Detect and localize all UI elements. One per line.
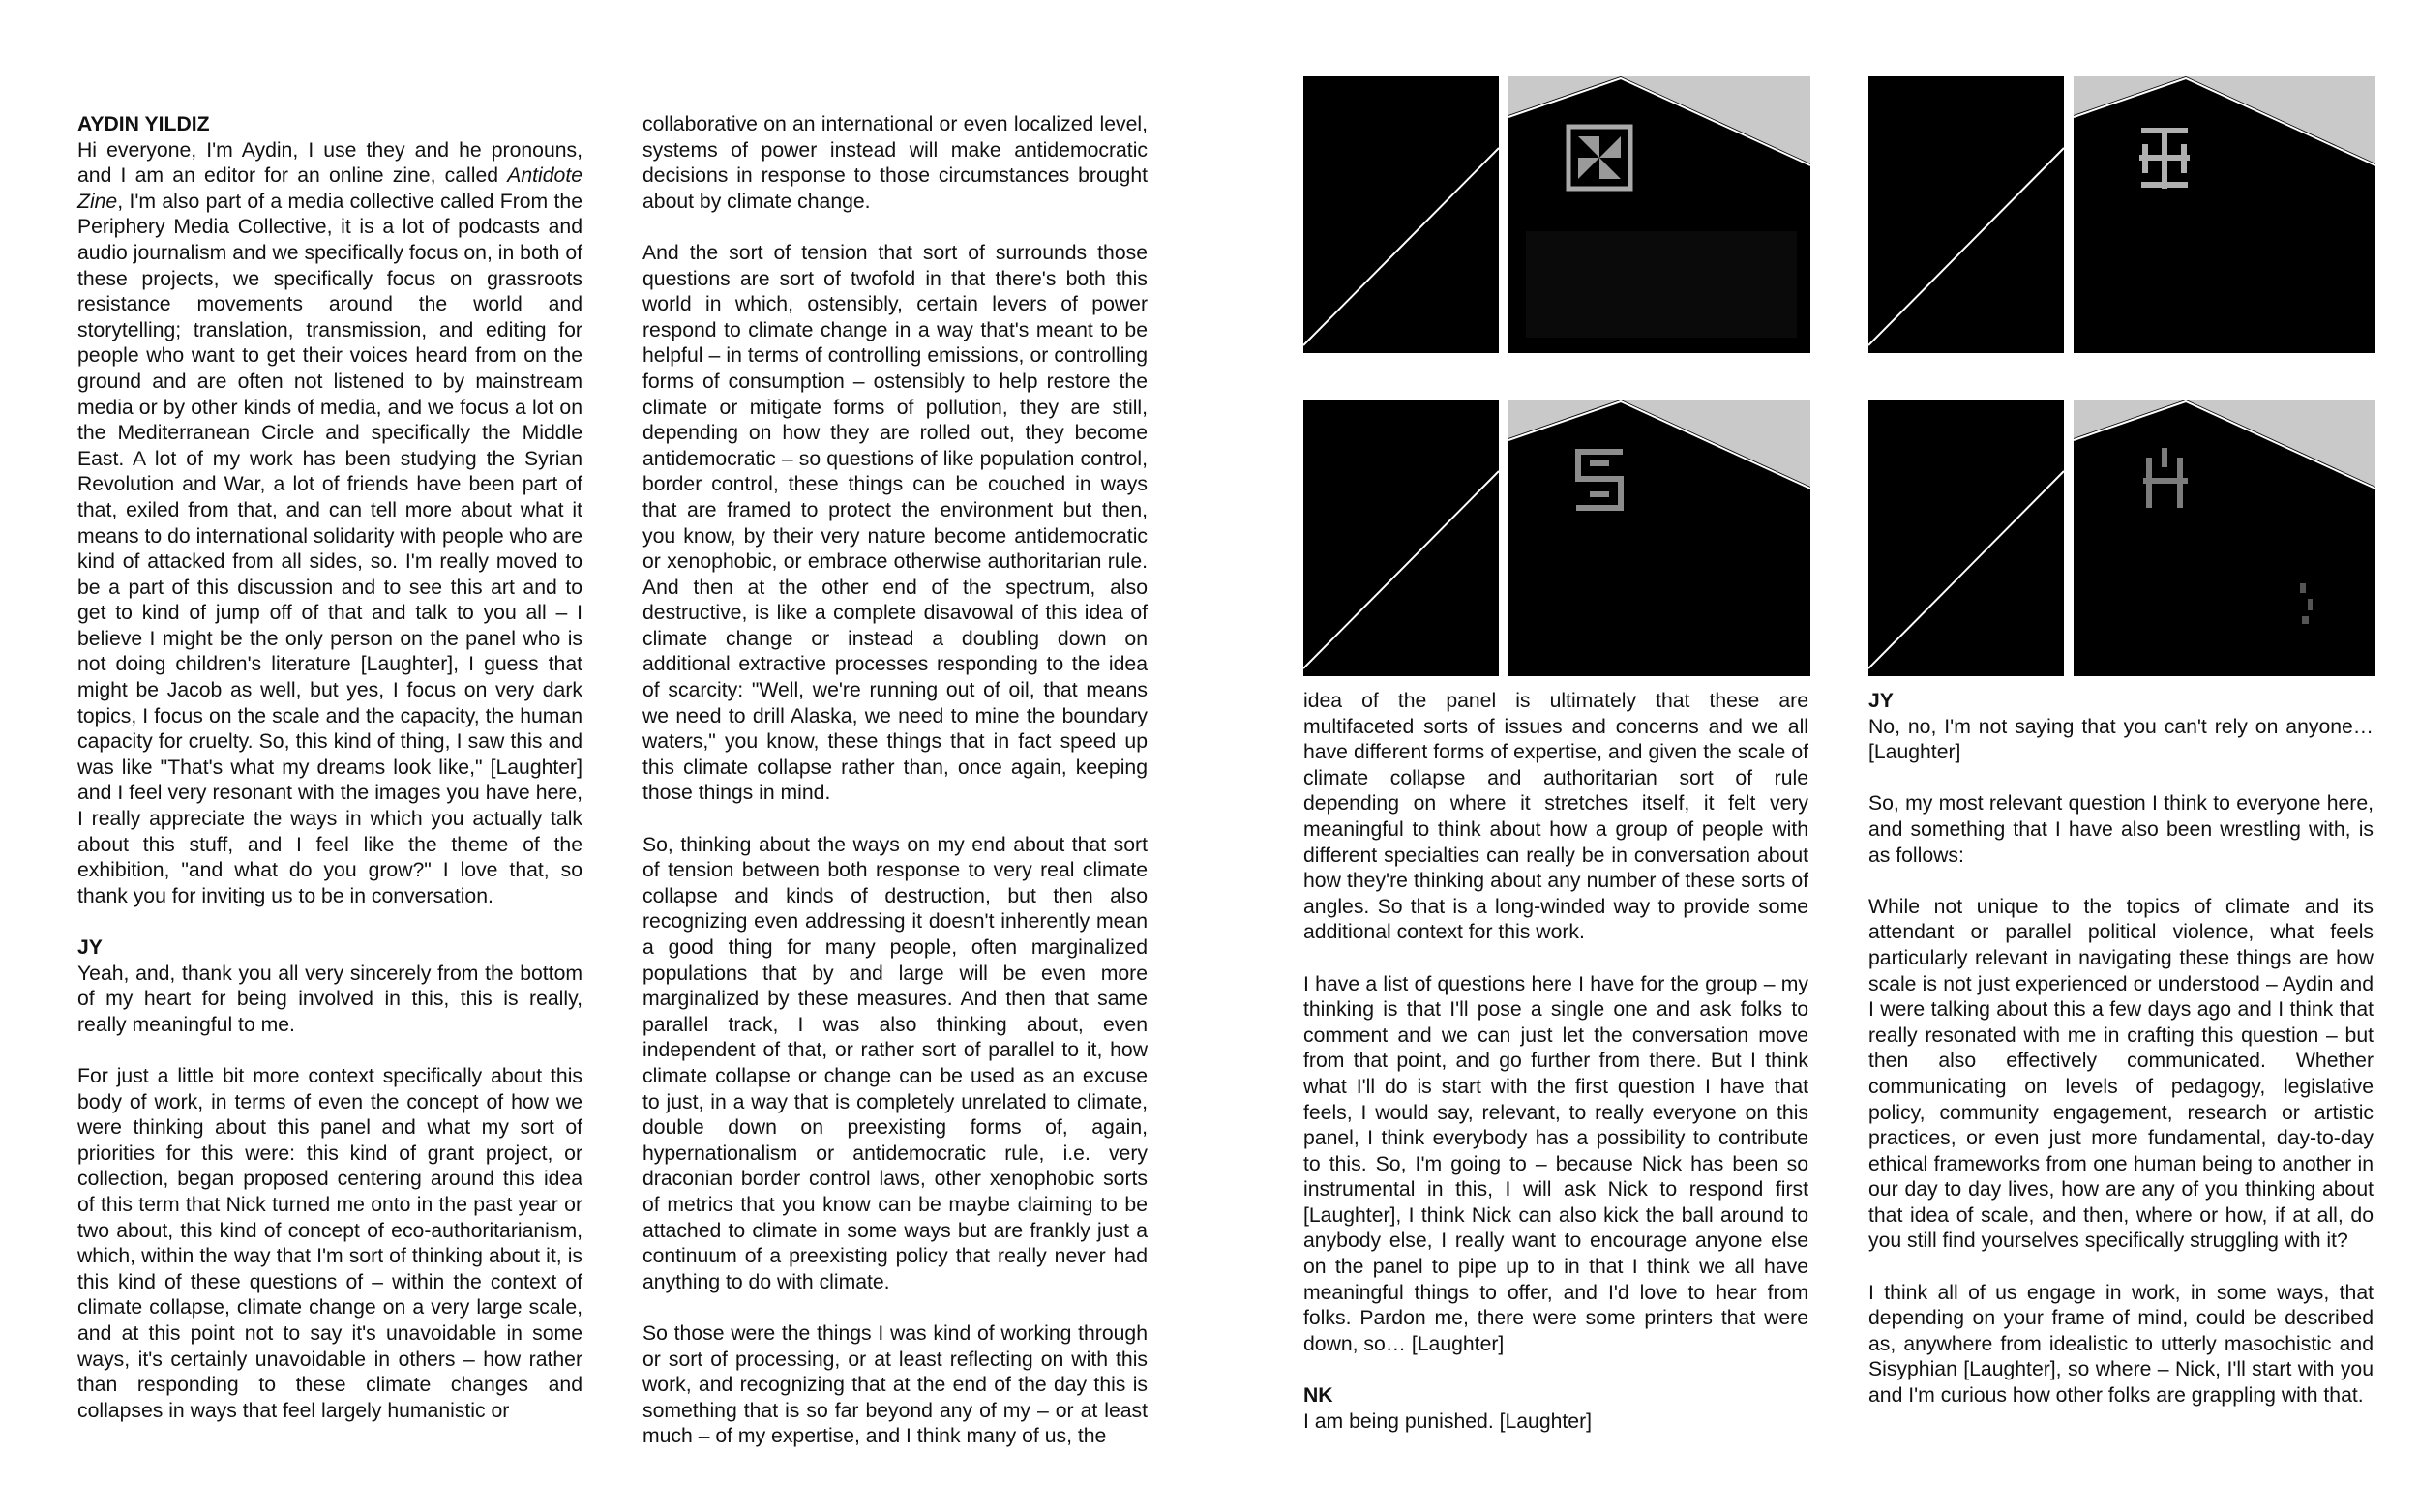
barn-image-2 — [1868, 76, 2375, 358]
speaker-name: NK — [1303, 1384, 1333, 1408]
paragraph: For just a little bit more context specifically about this body of work, in terms of even the concept of how we were thinking about this panel and what my sort of priorities for this were: this kind of grant project, or collection, began proposed centering around this idea of this term that Nick turned me onto in the past year or two about, this kind of concept of eco-authoritarianism, which, within the way that I'm sort of thinking about it, is this kind of these questions of – within the context of climate collapse, climate change on a very large scale, and at this point not to say it's unavoidable in some ways, it's certainly unavoidable in others – how rather than responding to these climate changes and collapses in ways that feel largely humanistic or — [77, 1064, 582, 1422]
paragraph: So, my most relevant question I think to everyone here, and something that I have also been wrestling with, is as follows: — [1868, 792, 2374, 867]
column-4 — [1868, 689, 2374, 1409]
paragraph — [1303, 1383, 1808, 1435]
paragraph-text: Yeah, and, thank you all very sincerely from the bottom of my heart for being involved in this, this is really, really meaningful to me. — [77, 962, 582, 1036]
paragraph — [77, 112, 582, 909]
paragraph-text: , I'm also part of a media collective called From the Periphery Media Collective, it is a lot of podcasts and audio journalism and we specifically focus on, in both of these projects, we specifically focus on grassroots resistance movements around the world and storytelling; translation, transmission, and editing for people who want to get their voices heard from on the ground and are often not listened to by mainstream media or by other kinds of media, and we focus a lot on the Mediterranean Circle and specifically the Middle East. A lot of my work has been studying the Syrian Revolution and War, a lot of friends have been part of that, exiled from that, and can tell more about what it means to do international solidarity with people who are kind of attacked from all sides, so. I'm really moved to be a part of this discussion and to see this art and to get to kind of jump off of that and talk to you all – I believe I might be the only person on the panel who is not doing children's literature [Laughter], I guess that might be Jacob as well, but yes, I focus on very dark topics, I focus on the scale and the capacity, the human capacity for cruelty. So, this kind of thing, I saw this and was like "That's what my dreams look like," [Laughter] and I feel very resonant with the images you have here, I really appreciate the ways in which you actually talk about this stuff, and I feel like the theme of the exhibition, "and what do you grow?" I love that, so thank you for inviting us to be in conversation. — [77, 190, 582, 907]
column-1 — [77, 112, 582, 1424]
paragraph — [77, 935, 582, 1038]
paragraph-text: I am being punished. [Laughter] — [1303, 1409, 1593, 1433]
paragraph: While not unique to the topics of climate and its attendant or parallel political violence, what feels particularly relevant in navigating these things are how scale is not just experienced or understood – Aydin and I were talking about this a few days ago and I think that really resonated with me in crafting this question – but then also effectively communicated. Whether communicating on levels of pedagogy, legislative policy, community engagement, research or artistic practices, or even just more fundamental, day-to-day ethical frameworks from one human being to another in our day to day lives, how are any of you thinking about that idea of scale, and then, where or how, if at all, do you still find yourselves specifically struggling with it? — [1868, 895, 2374, 1253]
barn-image-1 — [1303, 76, 1810, 358]
paragraph: idea of the panel is ultimately that these are multifaceted sorts of issues and concerns and we all have different forms of expertise, and given the scale of climate collapse and authoritarian sort of rule depending on where it stretches itself, it felt very meaningful to think about how a group of people with different specialties can really be in conversation about how they're thinking about any number of these sorts of angles. So that is a long-winded way to provide some additional context for this work. — [1303, 690, 1808, 944]
speaker-name: AYDIN YILDIZ — [77, 113, 210, 135]
column-3 — [1303, 689, 1808, 1435]
paragraph: collaborative on an international or even localized level, systems of power instead will make antidemocratic decisions in response to those circumstances brought about by climate change. — [642, 113, 1148, 213]
paragraph: I think all of us engage in work, in some ways, that depending on your frame of mind, could be described as, anywhere from idealistic to utterly masochistic and Sisyphian [Laughter], so where – Nick, I'll start with you and I'm curious how other folks are grappling with that. — [1868, 1281, 2374, 1408]
barn-image-3 — [1303, 400, 1810, 681]
paragraph-text: Hi everyone, I'm Aydin, I use they and he pronouns, and I am an editor for an online zine, called — [77, 138, 582, 188]
paragraph: I have a list of questions here I have for the group – my thinking is that I'll pose a single one and ask folks to comment and we can just let the conversation move from that point, and go further from there. But I think what I'll do is start with the first question I have that feels, I would say, relevant, to really everyone on this panel, I think everybody has a possibility to contribute to this. So, I'm going to – because Nick has been so instrumental in this, I will ask Nick to respond first [Laughter], I think Nick can also kick the ball around to anybody else, I really want to encourage anyone else on the panel to pipe up to in that I think we all have meaningful things to offer, and I'd love to hear from folks. Pardon me, there were some printers that were down, so… [Laughter] — [1303, 972, 1808, 1355]
speaker-name: JY — [77, 936, 103, 959]
paragraph: So, thinking about the ways on my end about that sort of tension between both response to very real climate collapse and kinds of destruction, but then also recognizing even addressing it doesn't inherently mean a good thing for many people, often marginalized populations that by and large will be even more marginalized by these measures. And then that same parallel track, I was also thinking about, even independent of that, or rather sort of parallel to it, how climate collapse or change can be used as an excuse to just, in a way that is completely unrelated to climate, double down on preexisting forms of, again, hypernationalism or antidemocratic rule, i.e. very draconian border control laws, other xenophobic sorts of metrics that you know can be maybe claiming to be attached to climate in some ways but are frankly just a continuum of a preexisting policy that really never had anything to do with climate. — [642, 833, 1148, 1293]
paragraph: So those were the things I was kind of working through or sort of processing, or at least reflecting on with this work, and recognizing that at the end of the day this is something that is so far beyond any of my – or at least much – of my expertise, and I think many of us, the — [642, 1321, 1148, 1448]
paragraph: And the sort of tension that sort of surrounds those questions are sort of twofold in that there's both this world in which, ostensibly, certain levers of power respond to climate change in a way that's meant to be helpful – in terms of controlling emissions, or controlling forms of consumption – ostensibly to help restore the climate or mitigate forms of pollution, they are still, depending on how they are rolled out, they become antidemocratic – so questions of like population control, border control, these things can be couched in ways that are framed to protect the environment but then, you know, by their very nature become antidemocratic or xenophobic, or embrace otherwise authoritarian rule. And then at the other end of the spectrum, also destructive, is like a complete disavowal of this idea of climate change or instead a doubling down on additional extractive processes responding to the idea of scarcity: "Well, we're running out of oil, that means we need to drill Alaska, we need to mine the boundary waters," you know, these things that in fact speed up this climate collapse rather than, once again, keeping those things in mind. — [642, 241, 1148, 805]
column-2 — [642, 112, 1148, 1450]
barn-image-4 — [1868, 400, 2375, 681]
speaker-name: JY — [1868, 690, 1894, 712]
zine-title: Antidote Zine — [77, 164, 582, 213]
paragraph — [1868, 689, 2374, 766]
paragraph-text: No, no, I'm not saying that you can't rely on anyone… [Laughter] — [1868, 715, 2374, 764]
